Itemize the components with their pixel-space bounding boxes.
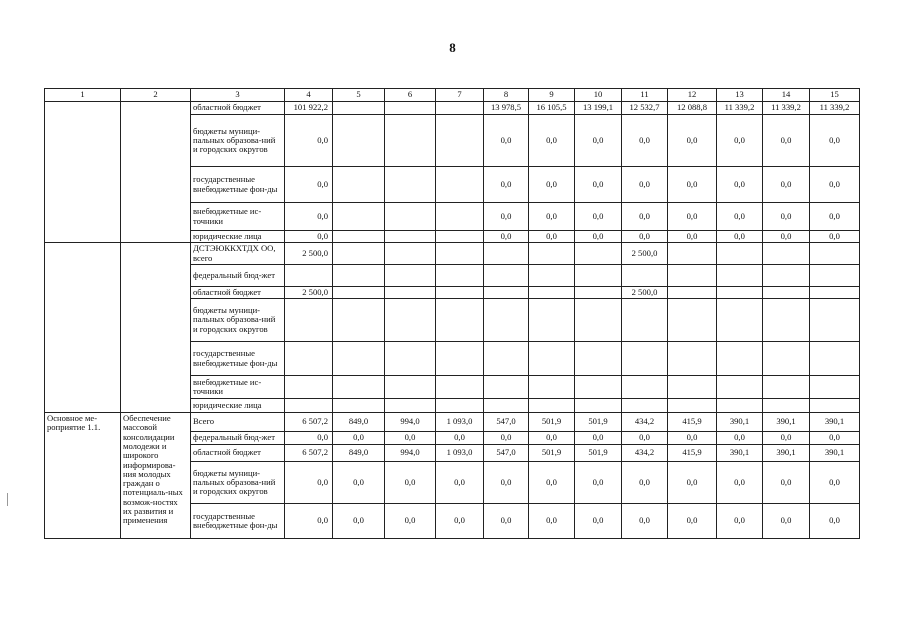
value-cell <box>717 376 763 399</box>
value-cell: 2 500,0 <box>285 243 333 265</box>
value-cell: 101 922,2 <box>285 102 333 115</box>
event-name-cell: Основное ме-роприятие 1.1. <box>45 413 121 539</box>
value-cell: 0,0 <box>668 231 717 243</box>
value-cell: 1 093,0 <box>436 413 484 432</box>
value-cell: 0,0 <box>285 203 333 231</box>
column-header: 14 <box>763 89 810 102</box>
value-cell: 0,0 <box>484 462 529 504</box>
value-cell <box>436 167 484 203</box>
value-cell <box>717 299 763 342</box>
funding-source-cell: бюджеты муници-пальных образова-ний и городских округов <box>191 462 285 504</box>
funding-source-cell: бюджеты муници-пальных образова-ний и городских округов <box>191 299 285 342</box>
value-cell: 12 088,8 <box>668 102 717 115</box>
value-cell: 1 093,0 <box>436 445 484 462</box>
value-cell: 0,0 <box>333 462 385 504</box>
value-cell: 0,0 <box>810 203 860 231</box>
value-cell: 0,0 <box>385 432 436 445</box>
value-cell: 13 199,1 <box>575 102 622 115</box>
value-cell: 0,0 <box>810 115 860 167</box>
value-cell <box>385 399 436 413</box>
value-cell: 0,0 <box>668 504 717 539</box>
value-cell: 0,0 <box>717 231 763 243</box>
value-cell: 2 500,0 <box>622 243 668 265</box>
funding-source-cell: внебюджетные ис-точники <box>191 376 285 399</box>
value-cell: 434,2 <box>622 445 668 462</box>
value-cell: 0,0 <box>484 231 529 243</box>
value-cell <box>763 376 810 399</box>
value-cell: 0,0 <box>763 231 810 243</box>
value-cell <box>333 243 385 265</box>
value-cell: 0,0 <box>717 462 763 504</box>
value-cell <box>717 286 763 298</box>
funding-source-cell: юридические лица <box>191 231 285 243</box>
value-cell <box>529 299 575 342</box>
value-cell <box>575 264 622 286</box>
value-cell <box>668 264 717 286</box>
value-cell <box>333 203 385 231</box>
value-cell: 0,0 <box>810 432 860 445</box>
value-cell: 994,0 <box>385 445 436 462</box>
table-row <box>45 413 860 432</box>
value-cell: 994,0 <box>385 413 436 432</box>
value-cell <box>333 115 385 167</box>
value-cell <box>668 399 717 413</box>
value-cell <box>436 376 484 399</box>
value-cell: 0,0 <box>529 504 575 539</box>
funding-source-cell: юридические лица <box>191 399 285 413</box>
funding-source-cell: областной бюджет <box>191 445 285 462</box>
value-cell <box>285 264 333 286</box>
value-cell <box>622 264 668 286</box>
value-cell: 0,0 <box>810 231 860 243</box>
value-cell <box>622 342 668 376</box>
value-cell <box>717 342 763 376</box>
value-cell: 0,0 <box>622 432 668 445</box>
column-header: 12 <box>668 89 717 102</box>
value-cell <box>333 231 385 243</box>
value-cell: 11 339,2 <box>763 102 810 115</box>
value-cell: 0,0 <box>622 115 668 167</box>
value-cell <box>763 399 810 413</box>
value-cell: 390,1 <box>763 445 810 462</box>
value-cell <box>810 243 860 265</box>
value-cell <box>622 376 668 399</box>
value-cell: 0,0 <box>575 231 622 243</box>
value-cell: 0,0 <box>436 504 484 539</box>
value-cell: 390,1 <box>717 413 763 432</box>
value-cell <box>285 342 333 376</box>
value-cell <box>763 286 810 298</box>
column-header: 3 <box>191 89 285 102</box>
value-cell: 0,0 <box>333 432 385 445</box>
value-cell: 0,0 <box>285 167 333 203</box>
value-cell: 0,0 <box>717 504 763 539</box>
value-cell: 415,9 <box>668 445 717 462</box>
value-cell: 0,0 <box>529 167 575 203</box>
value-cell: 0,0 <box>622 203 668 231</box>
value-cell <box>668 243 717 265</box>
column-header: 8 <box>484 89 529 102</box>
value-cell <box>385 203 436 231</box>
value-cell: 0,0 <box>529 462 575 504</box>
value-cell <box>333 399 385 413</box>
value-cell: 0,0 <box>763 504 810 539</box>
value-cell: 0,0 <box>484 203 529 231</box>
event-name-cell <box>45 102 121 243</box>
value-cell <box>810 376 860 399</box>
table-row <box>45 102 860 115</box>
event-description-cell: Обеспечение массовой консолидации молодежи и широкого информирова-ния молодых граждан о потенциаль-ных возмож-ностях их развития и применения <box>121 413 191 539</box>
value-cell <box>385 102 436 115</box>
value-cell <box>285 299 333 342</box>
value-cell: 0,0 <box>385 462 436 504</box>
value-cell: 0,0 <box>529 231 575 243</box>
value-cell: 16 105,5 <box>529 102 575 115</box>
value-cell <box>484 399 529 413</box>
value-cell <box>529 264 575 286</box>
value-cell <box>529 243 575 265</box>
value-cell: 849,0 <box>333 445 385 462</box>
value-cell <box>484 299 529 342</box>
value-cell <box>484 376 529 399</box>
value-cell: 0,0 <box>529 115 575 167</box>
value-cell: 0,0 <box>763 432 810 445</box>
value-cell <box>436 399 484 413</box>
value-cell: 0,0 <box>575 432 622 445</box>
budget-table <box>44 88 860 539</box>
value-cell <box>717 264 763 286</box>
value-cell: 0,0 <box>285 462 333 504</box>
value-cell <box>668 342 717 376</box>
value-cell: 11 339,2 <box>717 102 763 115</box>
funding-source-cell: государственные внебюджетные фон-ды <box>191 342 285 376</box>
value-cell <box>575 243 622 265</box>
value-cell <box>333 264 385 286</box>
value-cell: 0,0 <box>668 462 717 504</box>
column-header: 6 <box>385 89 436 102</box>
value-cell <box>810 286 860 298</box>
value-cell: 6 507,2 <box>285 445 333 462</box>
value-cell <box>763 243 810 265</box>
value-cell: 501,9 <box>575 445 622 462</box>
value-cell: 13 978,5 <box>484 102 529 115</box>
value-cell: 547,0 <box>484 445 529 462</box>
value-cell: 0,0 <box>668 203 717 231</box>
value-cell <box>717 399 763 413</box>
value-cell: 434,2 <box>622 413 668 432</box>
value-cell: 0,0 <box>484 432 529 445</box>
value-cell <box>484 243 529 265</box>
value-cell <box>385 231 436 243</box>
event-description-cell <box>121 243 191 413</box>
value-cell: 0,0 <box>763 115 810 167</box>
value-cell: 0,0 <box>285 504 333 539</box>
value-cell: 0,0 <box>529 203 575 231</box>
value-cell <box>575 399 622 413</box>
value-cell: 0,0 <box>436 462 484 504</box>
value-cell <box>436 203 484 231</box>
column-header: 13 <box>717 89 763 102</box>
value-cell <box>763 342 810 376</box>
funding-source-cell: государственные внебюджетные фон-ды <box>191 167 285 203</box>
value-cell: 0,0 <box>810 167 860 203</box>
value-cell: 0,0 <box>575 203 622 231</box>
value-cell: 849,0 <box>333 413 385 432</box>
funding-source-cell: бюджеты муници-пальных образова-ний и городских округов <box>191 115 285 167</box>
value-cell: 390,1 <box>717 445 763 462</box>
value-cell <box>285 399 333 413</box>
value-cell <box>385 264 436 286</box>
value-cell: 0,0 <box>717 203 763 231</box>
value-cell: 0,0 <box>668 167 717 203</box>
value-cell <box>484 342 529 376</box>
value-cell: 0,0 <box>484 115 529 167</box>
value-cell: 390,1 <box>763 413 810 432</box>
value-cell: 415,9 <box>668 413 717 432</box>
value-cell <box>717 243 763 265</box>
value-cell: 390,1 <box>810 445 860 462</box>
value-cell: 0,0 <box>436 432 484 445</box>
value-cell <box>436 342 484 376</box>
funding-source-cell: областной бюджет <box>191 286 285 298</box>
value-cell: 501,9 <box>529 413 575 432</box>
funding-source-cell: федеральный бюд-жет <box>191 264 285 286</box>
value-cell <box>668 376 717 399</box>
value-cell <box>333 167 385 203</box>
value-cell <box>385 286 436 298</box>
value-cell <box>436 299 484 342</box>
value-cell <box>763 264 810 286</box>
event-description-cell <box>121 102 191 243</box>
value-cell <box>333 299 385 342</box>
value-cell: 390,1 <box>810 413 860 432</box>
page-number: 8 <box>449 40 456 55</box>
column-header: 1 <box>45 89 121 102</box>
value-cell <box>810 264 860 286</box>
value-cell: 0,0 <box>575 167 622 203</box>
funding-source-cell: федеральный бюд-жет <box>191 432 285 445</box>
margin-mark <box>7 493 8 506</box>
value-cell <box>333 102 385 115</box>
value-cell <box>285 376 333 399</box>
event-name-cell <box>45 243 121 413</box>
value-cell: 0,0 <box>575 115 622 167</box>
funding-source-cell: Всего <box>191 413 285 432</box>
column-header: 11 <box>622 89 668 102</box>
value-cell: 0,0 <box>385 504 436 539</box>
value-cell <box>529 376 575 399</box>
value-cell <box>622 399 668 413</box>
value-cell <box>529 399 575 413</box>
funding-source-cell: государственные внебюджетные фон-ды <box>191 504 285 539</box>
value-cell <box>385 115 436 167</box>
value-cell: 0,0 <box>622 231 668 243</box>
value-cell: 0,0 <box>668 115 717 167</box>
funding-source-cell: ДСТЭЮККХТДХ ОО, всего <box>191 243 285 265</box>
value-cell: 0,0 <box>622 504 668 539</box>
value-cell <box>385 376 436 399</box>
value-cell <box>529 286 575 298</box>
value-cell: 0,0 <box>575 462 622 504</box>
value-cell <box>484 264 529 286</box>
value-cell: 0,0 <box>668 432 717 445</box>
funding-source-cell: внебюджетные ис-точники <box>191 203 285 231</box>
value-cell <box>333 286 385 298</box>
value-cell <box>763 299 810 342</box>
value-cell <box>810 399 860 413</box>
value-cell <box>622 299 668 342</box>
value-cell: 0,0 <box>622 167 668 203</box>
value-cell: 0,0 <box>717 115 763 167</box>
value-cell: 0,0 <box>333 504 385 539</box>
value-cell <box>385 299 436 342</box>
value-cell <box>436 286 484 298</box>
value-cell <box>575 376 622 399</box>
value-cell: 501,9 <box>575 413 622 432</box>
column-header: 4 <box>285 89 333 102</box>
value-cell: 0,0 <box>529 432 575 445</box>
value-cell: 0,0 <box>285 115 333 167</box>
value-cell: 2 500,0 <box>622 286 668 298</box>
value-cell <box>436 115 484 167</box>
value-cell <box>484 286 529 298</box>
value-cell <box>385 243 436 265</box>
value-cell: 0,0 <box>763 462 810 504</box>
value-cell: 0,0 <box>717 432 763 445</box>
value-cell <box>668 286 717 298</box>
column-header: 10 <box>575 89 622 102</box>
value-cell: 6 507,2 <box>285 413 333 432</box>
value-cell: 2 500,0 <box>285 286 333 298</box>
value-cell <box>385 167 436 203</box>
value-cell <box>436 264 484 286</box>
value-cell <box>575 342 622 376</box>
value-cell: 547,0 <box>484 413 529 432</box>
value-cell: 12 532,7 <box>622 102 668 115</box>
value-cell: 0,0 <box>285 432 333 445</box>
value-cell <box>436 102 484 115</box>
column-header: 2 <box>121 89 191 102</box>
value-cell: 501,9 <box>529 445 575 462</box>
value-cell <box>575 299 622 342</box>
value-cell: 11 339,2 <box>810 102 860 115</box>
table-body <box>45 89 860 539</box>
value-cell: 0,0 <box>763 203 810 231</box>
value-cell: 0,0 <box>575 504 622 539</box>
value-cell: 0,0 <box>810 462 860 504</box>
column-header: 5 <box>333 89 385 102</box>
column-header: 7 <box>436 89 484 102</box>
value-cell <box>436 231 484 243</box>
header-row <box>45 89 860 102</box>
value-cell: 0,0 <box>622 462 668 504</box>
value-cell <box>575 286 622 298</box>
table-row <box>45 243 860 265</box>
funding-source-cell: областной бюджет <box>191 102 285 115</box>
value-cell: 0,0 <box>763 167 810 203</box>
value-cell <box>668 299 717 342</box>
value-cell: 0,0 <box>484 504 529 539</box>
column-header: 15 <box>810 89 860 102</box>
column-header: 9 <box>529 89 575 102</box>
value-cell: 0,0 <box>810 504 860 539</box>
value-cell <box>529 342 575 376</box>
value-cell <box>385 342 436 376</box>
value-cell: 0,0 <box>717 167 763 203</box>
value-cell <box>810 299 860 342</box>
value-cell <box>333 342 385 376</box>
value-cell <box>436 243 484 265</box>
value-cell <box>810 342 860 376</box>
value-cell <box>333 376 385 399</box>
value-cell: 0,0 <box>285 231 333 243</box>
value-cell: 0,0 <box>484 167 529 203</box>
